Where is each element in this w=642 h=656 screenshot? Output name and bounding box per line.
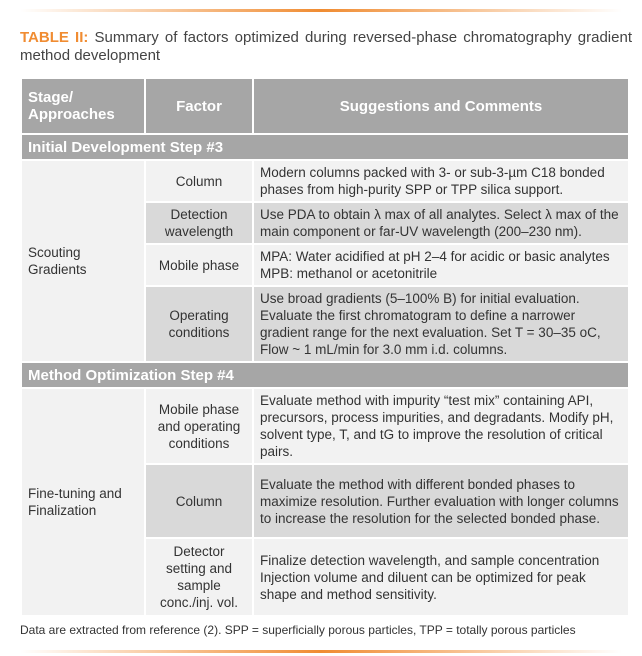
header-stage: Stage/ Approaches (21, 78, 145, 134)
title-label: TABLE II: (20, 29, 89, 46)
header-suggestions: Suggestions and Comments (253, 78, 629, 134)
comment-cell: Modern columns packed with 3- or sub-3-µm C18 bonded phases from high-purity SPP or TPP silica support. (253, 160, 629, 202)
comment-cell: Evaluate the method with different bonded phases to maximize resolution. Further evaluation with longer columns to increase the resolution for the selected bonded phase. (253, 464, 629, 538)
factor-cell: Operating conditions (145, 286, 253, 362)
comment-cell: Use broad gradients (5–100% B) for initial evaluation. Evaluate the first chromatogram to define a narrower gradient range for the next evaluation. Set T = 30–35 oC, Flow ~ 1 mL/min for 3.0 mm i.d. columns. (253, 286, 629, 362)
stage-cell: Fine-tuning and Finalization (21, 388, 145, 616)
comment-cell: MPA: Water acidified at pH 2–4 for acidic or basic analytes MPB: methanol or acetonitrile (253, 244, 629, 286)
comment-cell: Finalize detection wavelength, and sample concentration Injection volume and diluent can be optimized for peak shape and method sensitivity. (253, 538, 629, 616)
table-row (21, 160, 629, 202)
factor-cell: Mobile phase and operating conditions (145, 388, 253, 464)
factors-table (20, 77, 630, 617)
section-row (21, 362, 629, 388)
title-text: Summary of factors optimized during reversed-phase chromatography gradient method development (20, 29, 632, 64)
factor-cell: Column (145, 160, 253, 202)
factor-cell: Detection wavelength (145, 202, 253, 244)
table-row (21, 388, 629, 464)
comment-cell: Use PDA to obtain λ max of all analytes. Select λ max of the main component or far-UV wavelength (200–230 nm). (253, 202, 629, 244)
section-row (21, 134, 629, 160)
section-title: Method Optimization Step #4 (21, 362, 629, 388)
header-row (21, 78, 629, 134)
footnote: Data are extracted from reference (2). SPP = superficially porous particles, TPP = totally porous particles (20, 623, 576, 637)
factor-cell: Column (145, 464, 253, 538)
page-content (0, 12, 642, 644)
factor-cell: Mobile phase (145, 244, 253, 286)
bottom-rule (20, 650, 622, 653)
stage-cell: Scouting Gradients (21, 160, 145, 362)
table-title (20, 29, 632, 65)
section-title: Initial Development Step #3 (21, 134, 629, 160)
header-factor: Factor (145, 78, 253, 134)
comment-cell: Evaluate method with impurity “test mix” containing API, precursors, process impurities, and degradants. Modify pH, solvent type, T, and tG to improve the resolution of critical pairs. (253, 388, 629, 464)
factor-cell: Detector setting and sample conc./inj. vol. (145, 538, 253, 616)
